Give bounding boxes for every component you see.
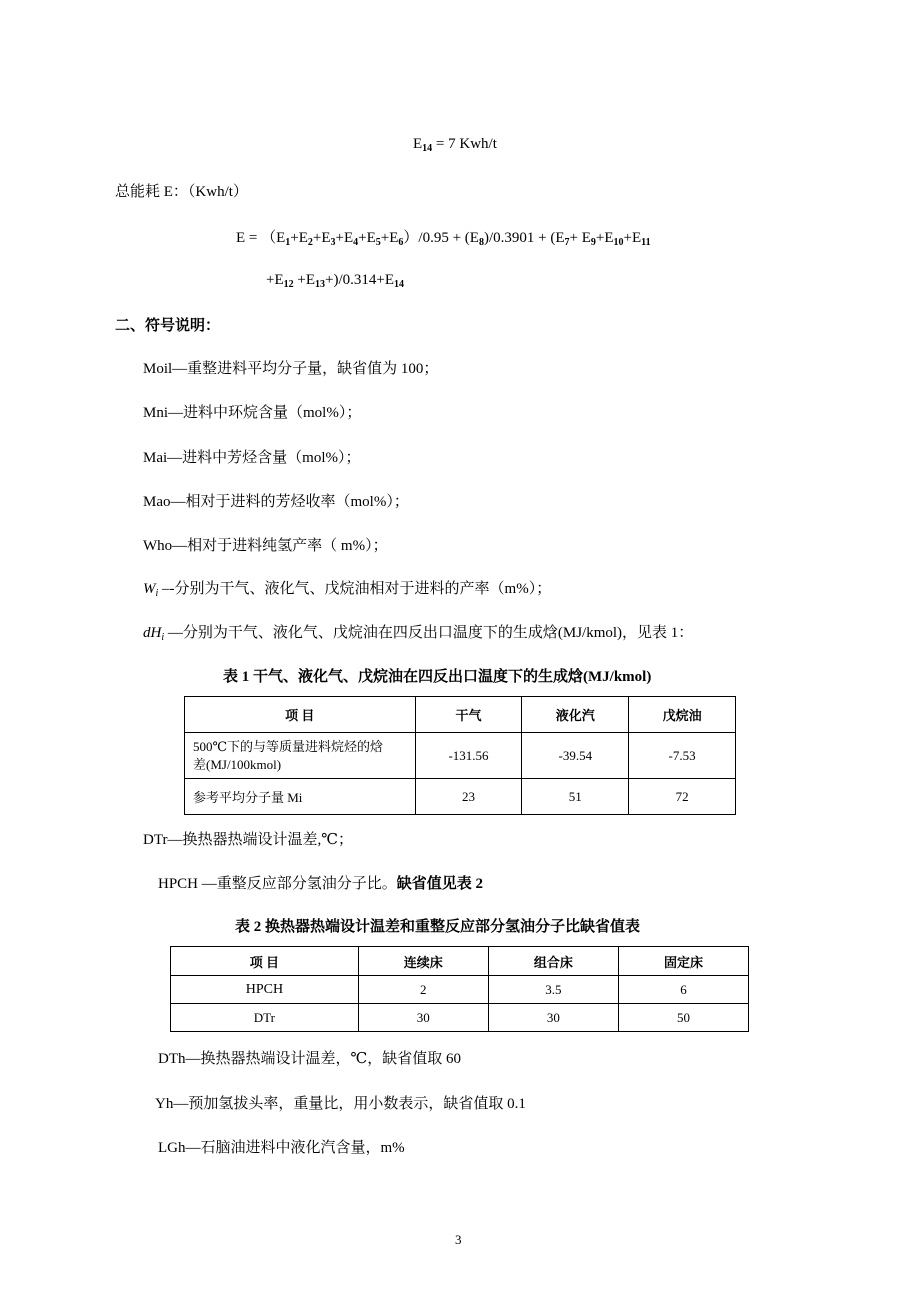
formula-sub: 11 [641, 237, 651, 248]
table1-header-row [185, 697, 736, 733]
table1 [184, 696, 736, 815]
formula-term: +E [293, 272, 315, 288]
table1-caption: 表 1 干气、液化气、戊烷油在四反出口温度下的生成焓(MJ/kmol) [223, 669, 652, 685]
table-cell: 50 [618, 1004, 748, 1032]
e14-lead: E [413, 136, 423, 152]
table1-row1-label-line1: 500℃下的与等质量进料烷烃的焓 [193, 738, 384, 754]
table-cell: 3.5 [488, 976, 618, 1004]
e14-rest: = 7 Kwh/t [432, 136, 497, 152]
table2-row-label: HPCH [171, 976, 359, 1004]
formula-term: +E [290, 230, 308, 246]
page-number: 3 [455, 1232, 462, 1247]
wi-symbol: W [143, 581, 156, 597]
symbol-moil: Moil—重整进料平均分子量，缺省值为 100； [143, 361, 439, 377]
table-row [171, 1004, 749, 1032]
formula-sub: 13 [315, 279, 325, 290]
table2-header-row [171, 947, 749, 976]
symbol-mni: Mni—进料中环烷含量（mol%）； [143, 405, 362, 421]
formula-mid: + E [569, 230, 591, 246]
table-cell: 51 [522, 779, 629, 815]
formula-sub: 1 [285, 237, 291, 248]
table-cell: -39.54 [522, 733, 629, 779]
table1-row1-label [185, 733, 416, 779]
table1-row2-label: 参考平均分子量 Mi [185, 779, 416, 815]
hpch-line [158, 872, 483, 893]
table-row [185, 779, 736, 815]
formula-sub: 5 [375, 237, 381, 248]
formula-sub: 3 [330, 237, 336, 248]
formula-sub: 2 [307, 237, 313, 248]
hpch-bold: 缺省值见表 2 [396, 876, 484, 892]
total-energy-label: 总能耗 E：（Kwh/t） [115, 184, 248, 200]
table-cell: 2 [358, 976, 488, 1004]
formula-sub: 7 [564, 237, 570, 248]
formula-term: +E [335, 230, 354, 246]
formula-sub: 6 [398, 237, 404, 248]
dth-line: DTh—换热器热端设计温差，℃，缺省值取 60 [158, 1051, 462, 1067]
formula-term: +E [358, 230, 376, 246]
table1-header-lpg: 液化汽 [522, 697, 629, 733]
formula-mid: +E [623, 230, 642, 246]
table2 [170, 946, 749, 1032]
formula-line-2 [266, 272, 404, 289]
symbol-mai: Mai—进料中芳烃含量（mol%）； [143, 450, 361, 466]
table2-header-item: 项 目 [171, 947, 359, 976]
e14-equation [413, 136, 497, 153]
formula-term: +E [380, 230, 399, 246]
table-cell: -131.56 [415, 733, 522, 779]
formula-sub: 9 [590, 237, 596, 248]
table1-header-item: 项 目 [185, 697, 416, 733]
formula-mid: +E [595, 230, 614, 246]
table2-header-fixed: 固定床 [618, 947, 748, 976]
formula-sub: 4 [353, 237, 359, 248]
table-cell: 6 [618, 976, 748, 1004]
table1-header-pentane: 戊烷油 [629, 697, 736, 733]
table-cell: -7.53 [629, 733, 736, 779]
table1-header-dry-gas: 干气 [415, 697, 522, 733]
dtr-line: DTr—换热器热端设计温差,℃； [143, 832, 353, 848]
table2-caption: 表 2 换热器热端设计温差和重整反应部分氢油分子比缺省值表 [235, 919, 641, 935]
dhi-text: —分别为干气、液化气、戊烷油在四反出口温度下的生成焓(MJ/kmol)，见表 1： [164, 625, 694, 641]
table-row [171, 976, 749, 1004]
table-row [185, 733, 736, 779]
dhi-sub: i [161, 632, 165, 643]
symbol-dhi [143, 621, 693, 642]
formula-term: +E [266, 272, 284, 288]
table2-header-continuous: 连续床 [358, 947, 488, 976]
formula-mid: ）/0.95 + (E [403, 230, 479, 246]
table2-header-combined: 组合床 [488, 947, 618, 976]
formula-sub: 10 [613, 237, 624, 248]
symbol-mao: Mao—相对于进料的芳烃收率（mol%）； [143, 494, 409, 510]
table-cell: 30 [358, 1004, 488, 1032]
formula-term: +E [312, 230, 331, 246]
symbol-wi [143, 577, 551, 598]
formula-term: E [276, 230, 286, 246]
symbol-who: Who—相对于进料纯氢产率（ m%）； [143, 538, 388, 554]
wi-sub: i [155, 588, 159, 599]
formula-sub: 14 [394, 279, 404, 290]
lgh-line: LGh—石脑油进料中液化汽含量，m% [158, 1140, 405, 1156]
formula-head: E = （ [236, 230, 277, 246]
yh-line: Yh—预加氢拔头率，重量比，用小数表示，缺省值取 0.1 [155, 1096, 526, 1112]
wi-text: –-分别为干气、液化气、戊烷油相对于进料的产率（m%）； [158, 581, 552, 597]
table1-row1-label-line2: 差(MJ/100kmol) [193, 756, 282, 772]
formula-term: +)/0.314+E [325, 272, 394, 288]
dhi-symbol: dH [143, 625, 162, 641]
formula-sub: 8 [478, 237, 484, 248]
table2-row-label: DTr [171, 1004, 359, 1032]
table-cell: 72 [629, 779, 736, 815]
formula-line-1 [236, 226, 651, 247]
e14-sub: 14 [422, 143, 433, 154]
table-cell: 30 [488, 1004, 618, 1032]
section-title: 二、符号说明： [115, 318, 221, 334]
formula-sub: 12 [283, 279, 294, 290]
hpch-text: HPCH —重整反应部分氢油分子比。 [158, 876, 397, 892]
table-cell: 23 [415, 779, 522, 815]
formula-mid: )/0.3901 + (E [483, 230, 565, 246]
